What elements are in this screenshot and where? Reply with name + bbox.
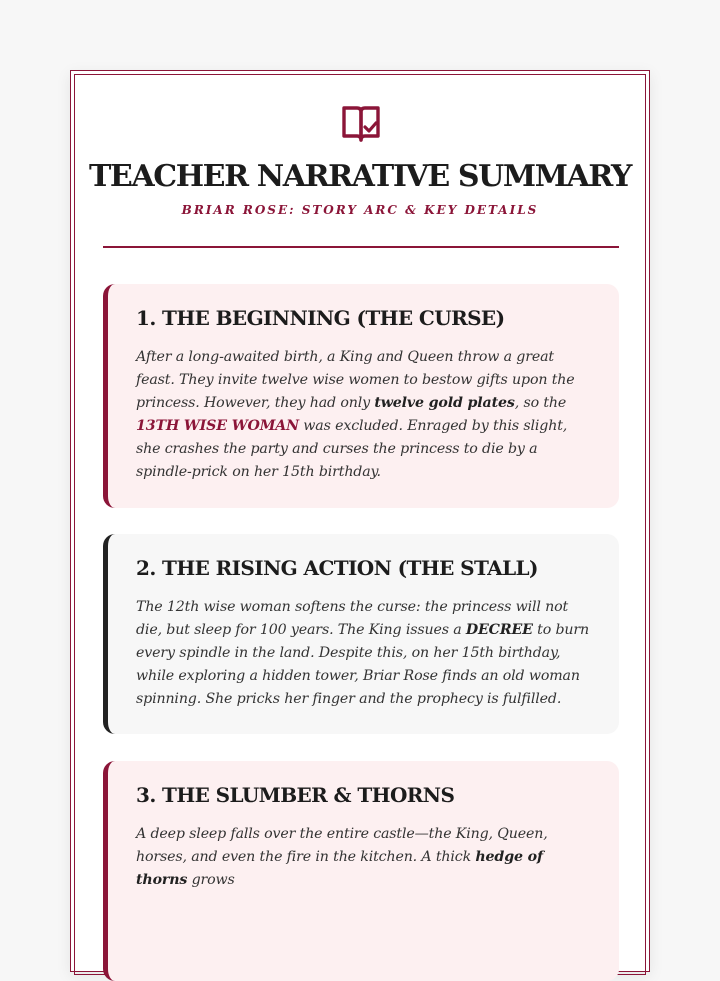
section-heading: 1. THE BEGINNING (THE CURSE) (136, 306, 505, 330)
section-rising-action (103, 534, 619, 734)
section-text: The 12th wise woman softens the curse: the princess will not die, but sleep for 100 years. The King issues a DECREE to burn every spindle in the land. Despite this, on her 15th birthday, while exploring a hidden tower, Briar Rose finds an old woman spinning. She pricks her finger and the prophecy is fulfilled. (136, 599, 589, 707)
page-subtitle: BRIAR ROSE: STORY ARC & KEY DETAILS (181, 203, 539, 217)
header-divider (103, 246, 619, 248)
section-heading: 2. THE RISING ACTION (THE STALL) (136, 556, 538, 580)
section-beginning (103, 284, 619, 508)
section-text: A deep sleep falls over the entire castle—the King, Queen, horses, and even the fire in the kitchen. A thick hedge of thorns grows (136, 826, 548, 888)
section-slumber (103, 761, 619, 981)
section-text: After a long-awaited birth, a King and Queen throw a great feast. They invite twelve wise women to bestow gifts upon the princess. However, they had only twelve gold plates, so the 13TH WISE WOMAN was excluded. Enraged by this slight, she crashes the party and curses the princess to die by a spindle-prick on her 15th birthday. (136, 349, 575, 480)
book-check-icon (340, 105, 382, 143)
page-title: TEACHER NARRATIVE SUMMARY (88, 159, 632, 194)
section-heading: 3. THE SLUMBER & THORNS (136, 783, 455, 807)
summary-page (70, 70, 650, 972)
